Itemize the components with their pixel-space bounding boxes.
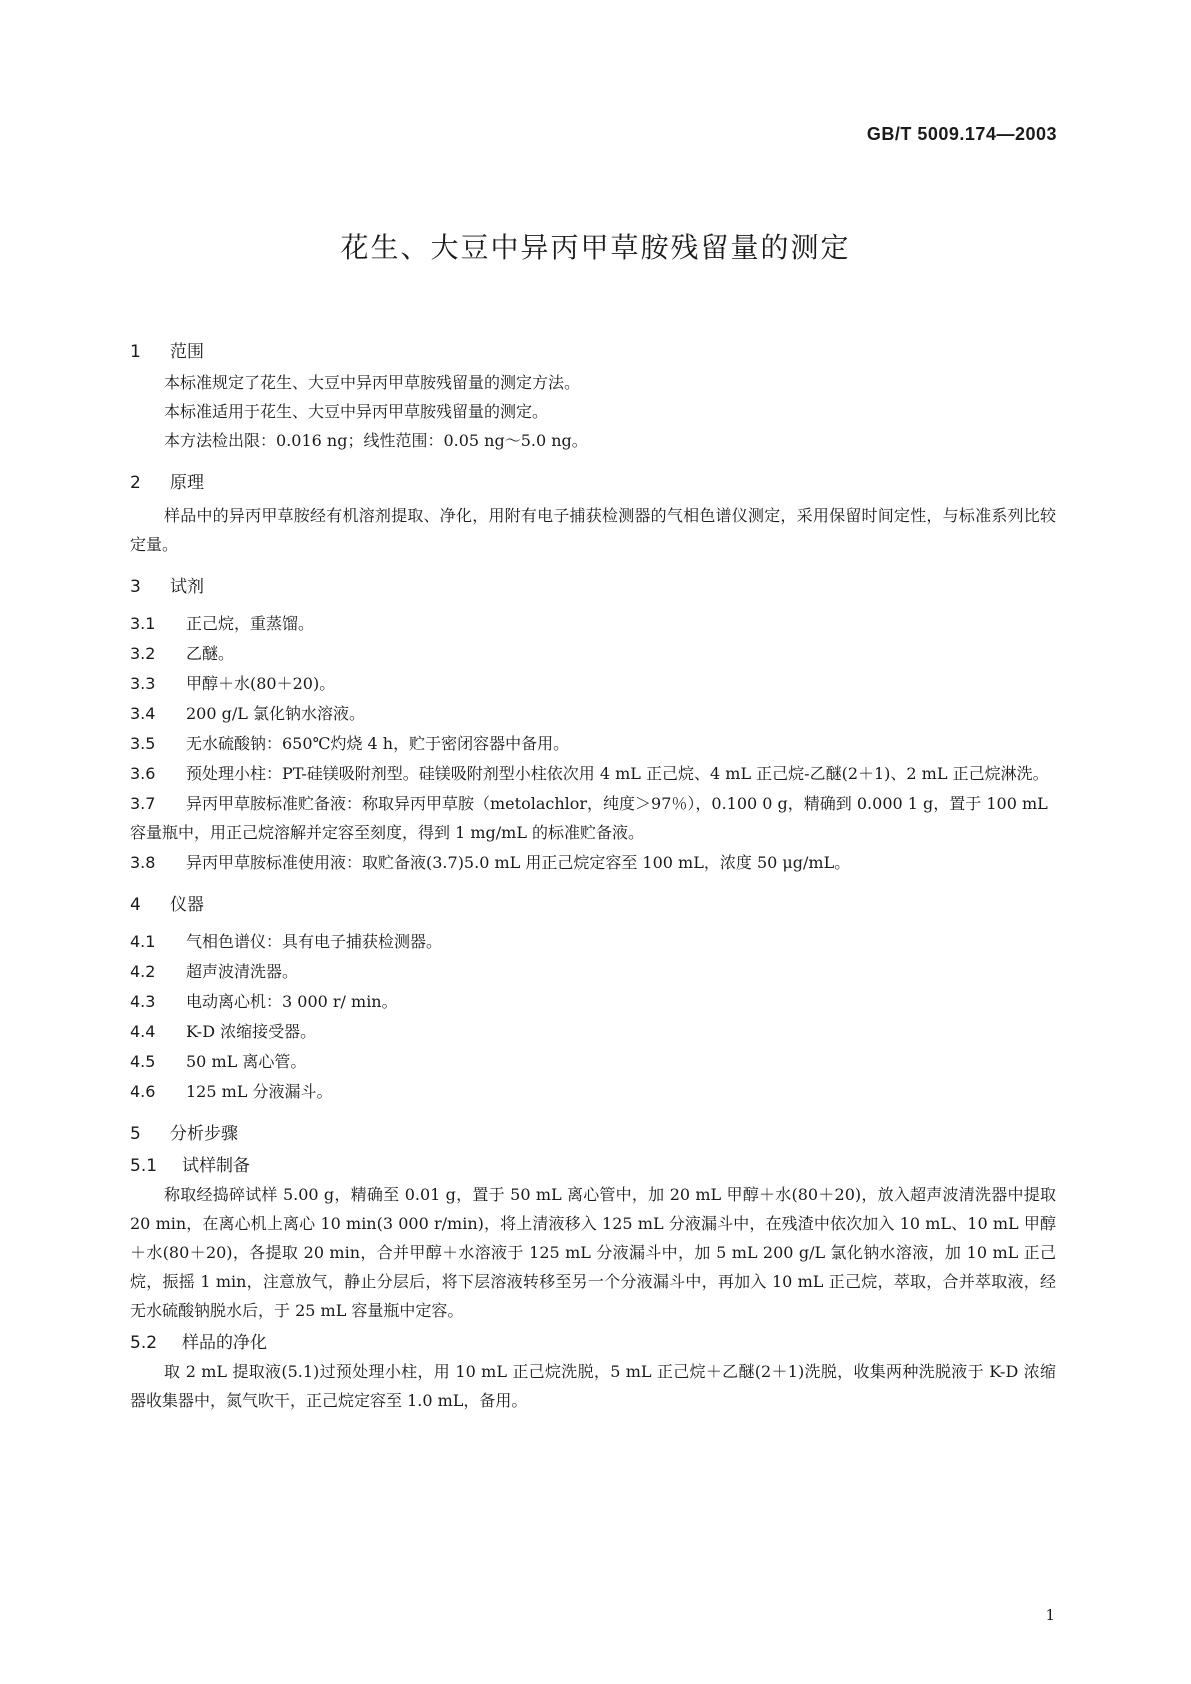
item-text: 电动离心机：3 000 r/ min。 xyxy=(186,992,398,1011)
item-number: 4.6 xyxy=(130,1082,156,1101)
item-number: 3.5 xyxy=(130,734,156,753)
subsection-title: 试样制备 xyxy=(182,1156,250,1176)
item-number: 3.4 xyxy=(130,704,156,723)
section-heading-procedure xyxy=(130,1120,1056,1148)
item-number: 3.2 xyxy=(130,644,156,663)
item-number: 4.4 xyxy=(130,1022,156,1041)
item-text: 异丙甲草胺标准贮备液：称取异丙甲草胺（metolachlor，纯度＞97％），0.100 0 g，精确到 0.000 1 g，置于 100 mL 容量瓶中，用正己烷溶解并定容至刻度，得到 1 mg/mL 的标准贮备液。 xyxy=(130,794,1048,842)
item-text: 气相色谱仪：具有电子捕获检测器。 xyxy=(186,932,443,951)
section-number: 1 xyxy=(130,342,141,362)
list-item xyxy=(130,729,1056,758)
section-number: 3 xyxy=(130,577,141,597)
item-number: 4.1 xyxy=(130,932,156,951)
list-item xyxy=(130,848,1056,877)
section-heading-apparatus xyxy=(130,891,1056,919)
document-body xyxy=(130,338,1056,1415)
list-item xyxy=(130,699,1056,728)
section-title: 试剂 xyxy=(170,577,204,597)
item-text: 甲醇＋水(80＋20)。 xyxy=(186,674,336,693)
item-number: 3.7 xyxy=(130,794,156,813)
standard-code: GB/T 5009.174—2003 xyxy=(866,124,1057,144)
section-title: 仪器 xyxy=(170,895,204,915)
list-item xyxy=(130,669,1056,698)
item-text: 125 mL 分液漏斗。 xyxy=(186,1082,333,1101)
list-item xyxy=(130,927,1056,956)
scope-line: 本标准适用于花生、大豆中异丙甲草胺残留量的测定。 xyxy=(164,402,549,421)
cleanup-paragraph: 取 2 mL 提取液(5.1)过预处理小柱，用 10 mL 正己烷洗脱，5 mL 正己烷＋乙醚(2＋1)洗脱，收集两种洗脱液于 K-D 浓缩器收集器中，氮气吹干，正己烷定容至 1.0 mL，备用。 xyxy=(130,1362,1056,1410)
apparatus-list xyxy=(130,927,1056,1106)
item-text: 预处理小柱：PT-硅镁吸附剂型。硅镁吸附剂型小柱依次用 4 mL 正己烷、4 mL 正己烷-乙醚(2＋1)、2 mL 正己烷淋洗。 xyxy=(186,764,1049,783)
section-number: 2 xyxy=(130,473,141,493)
item-text: 200 g/L 氯化钠水溶液。 xyxy=(186,704,365,723)
reagent-list xyxy=(130,609,1056,877)
item-number: 3.8 xyxy=(130,853,156,872)
list-item xyxy=(130,1077,1056,1106)
list-item xyxy=(130,987,1056,1016)
list-item xyxy=(130,1017,1056,1046)
document-title: 花生、大豆中异丙甲草胺残留量的测定 xyxy=(340,231,851,264)
section-title: 分析步骤 xyxy=(170,1124,238,1144)
item-number: 4.5 xyxy=(130,1052,156,1071)
sample-prep-paragraph: 称取经捣碎试样 5.00 g，精确至 0.01 g，置于 50 mL 离心管中，加 20 mL 甲醇＋水(80＋20)，放入超声波清洗器中提取 20 min，在离心机上离心 10 min(3 000 r/min)，将上清液移入 125 mL 分液漏斗中，在残渣中依次加入 10 mL、10 mL 甲醇＋水(80＋20)，各提取 20 min，合并甲醇＋水溶液于 125 mL 分液漏斗中，加 5 mL 200 g/L 氯化钠水溶液，加 10 mL 正己烷，振摇 1 min，注意放气，静止分层后，将下层溶液转移至另一个分液漏斗中，再加入 10 mL 正己烷，萃取，合并萃取液，经无水硫酸钠脱水后，于 25 mL 容量瓶中定容。 xyxy=(130,1185,1056,1320)
list-item xyxy=(130,639,1056,668)
item-text: 50 mL 离心管。 xyxy=(186,1052,307,1071)
item-number: 3.3 xyxy=(130,674,156,693)
item-number: 4.3 xyxy=(130,992,156,1011)
list-item xyxy=(130,1047,1056,1076)
item-text: 超声波清洗器。 xyxy=(186,962,299,981)
item-text: K-D 浓缩接受器。 xyxy=(186,1022,317,1041)
item-text: 乙醚。 xyxy=(186,644,235,663)
list-item xyxy=(130,789,1056,847)
scope-line: 本方法检出限：0.016 ng；线性范围：0.05 ng～5.0 ng。 xyxy=(164,431,588,450)
item-number: 3.1 xyxy=(130,614,156,633)
section-title: 范围 xyxy=(170,342,204,362)
list-item xyxy=(130,759,1056,788)
scope-line: 本标准规定了花生、大豆中异丙甲草胺残留量的测定方法。 xyxy=(164,373,581,392)
item-text: 正己烷，重蒸馏。 xyxy=(186,614,315,633)
subsection-number: 5.1 xyxy=(130,1156,158,1176)
section-number: 4 xyxy=(130,895,141,915)
item-text: 异丙甲草胺标准使用液：取贮备液(3.7)5.0 mL 用正己烷定容至 100 mL，浓度 50 μg/mL。 xyxy=(186,853,851,872)
item-text: 无水硫酸钠：650℃灼烧 4 h，贮于密闭容器中备用。 xyxy=(186,734,570,753)
section-heading-principle xyxy=(130,469,1056,497)
section-number: 5 xyxy=(130,1124,141,1144)
list-item xyxy=(130,609,1056,638)
list-item xyxy=(130,957,1056,986)
item-number: 4.2 xyxy=(130,962,156,981)
section-title: 原理 xyxy=(170,473,204,493)
principle-paragraph: 样品中的异丙甲草胺经有机溶剂提取、净化，用附有电子捕获检测器的气相色谱仪测定，采用保留时间定性，与标准系列比较定量。 xyxy=(130,506,1056,554)
section-heading-scope xyxy=(130,338,1056,366)
subsection-heading-sample-prep xyxy=(130,1152,1056,1180)
subsection-number: 5.2 xyxy=(130,1333,158,1353)
subsection-title: 样品的净化 xyxy=(182,1333,267,1353)
subsection-heading-cleanup xyxy=(130,1329,1056,1357)
scope-lines xyxy=(130,368,1056,455)
page-number: 1 xyxy=(1045,1606,1055,1624)
section-heading-reagents xyxy=(130,573,1056,601)
item-number: 3.6 xyxy=(130,764,156,783)
